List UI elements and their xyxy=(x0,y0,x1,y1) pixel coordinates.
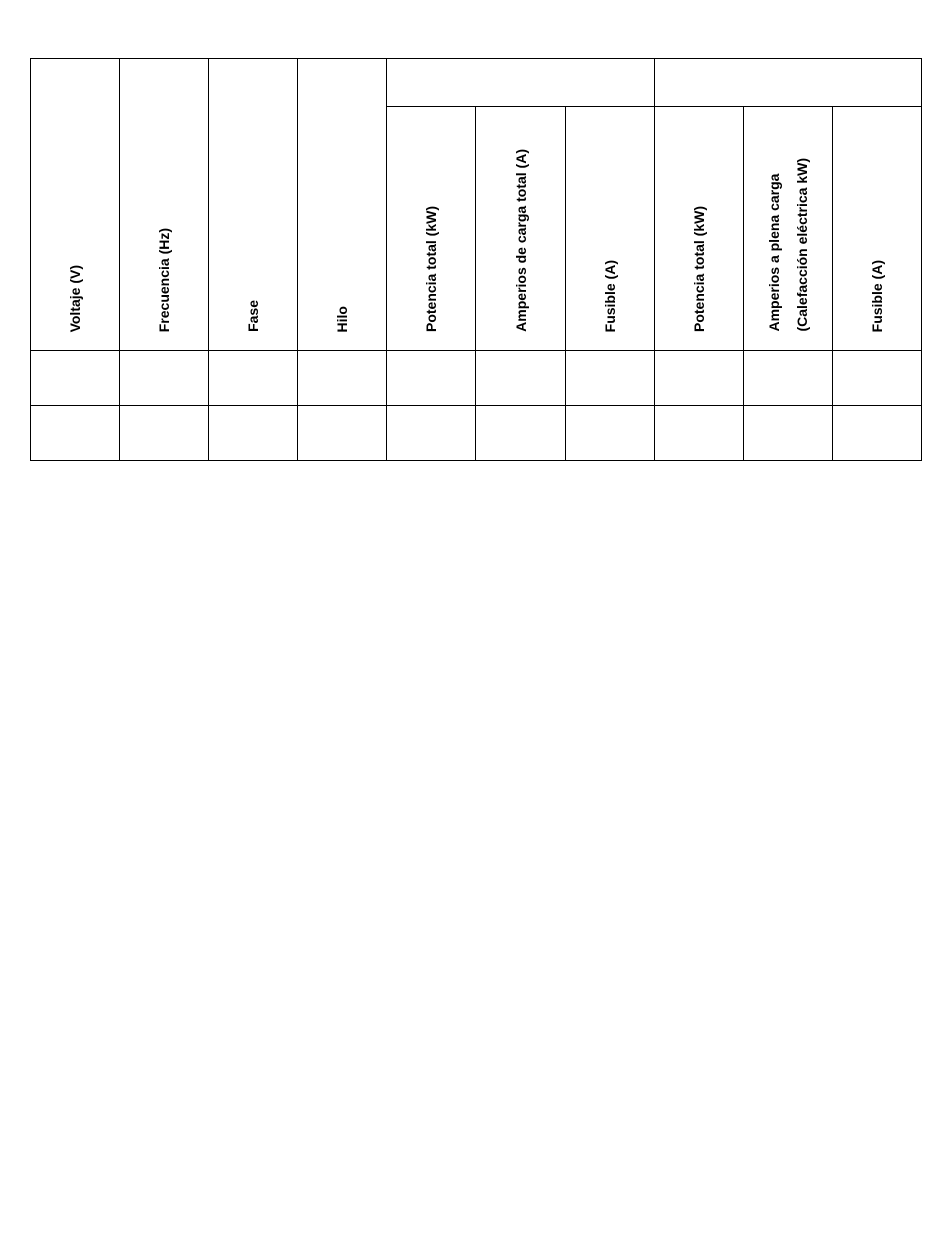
header-total-load-amps-label: Amperios de carga total (A) xyxy=(512,149,529,332)
table-cell xyxy=(387,406,476,461)
table-cell xyxy=(209,406,298,461)
table-cell xyxy=(566,351,655,406)
header-total-power-1-label: Potencia total (kW) xyxy=(423,205,439,332)
group-header-2 xyxy=(655,59,922,107)
table-cell xyxy=(298,351,387,406)
table-cell xyxy=(209,351,298,406)
table-cell xyxy=(120,351,209,406)
table-cell xyxy=(298,406,387,461)
group-header-1 xyxy=(387,59,655,107)
table-cell xyxy=(833,351,922,406)
header-full-load-amps xyxy=(744,107,833,351)
header-total-power-1 xyxy=(387,107,476,351)
table-cell xyxy=(655,406,744,461)
header-frequency-label: Frecuencia (Hz) xyxy=(156,227,172,332)
header-fuse-2 xyxy=(833,107,922,351)
table-cell xyxy=(387,351,476,406)
table-row xyxy=(31,351,922,406)
table-cell xyxy=(476,406,566,461)
table-cell xyxy=(476,351,566,406)
header-full-load-amps-line1: Amperios a plena carga xyxy=(766,174,782,332)
table-cell xyxy=(833,406,922,461)
header-phase xyxy=(209,59,298,351)
header-fuse-1 xyxy=(566,107,655,351)
table-cell xyxy=(31,406,120,461)
electrical-spec-table xyxy=(30,58,922,461)
header-voltage xyxy=(31,59,120,351)
header-wire-label: Hilo xyxy=(334,305,350,332)
header-wire xyxy=(298,59,387,351)
header-total-power-2-label: Potencia total (kW) xyxy=(691,205,707,332)
header-total-load-amps xyxy=(476,107,566,351)
table-cell xyxy=(655,351,744,406)
table-cell xyxy=(120,406,209,461)
header-voltage-label: Voltaje (V) xyxy=(67,264,83,332)
header-fuse-1-label: Fusible (A) xyxy=(602,259,618,332)
table-row xyxy=(31,406,922,461)
header-total-power-2 xyxy=(655,107,744,351)
header-full-load-amps-label xyxy=(760,158,816,332)
table-cell xyxy=(31,351,120,406)
header-phase-label: Fase xyxy=(245,300,261,332)
header-full-load-amps-line2: (Calefacción eléctrica kW) xyxy=(794,158,810,332)
table-cell xyxy=(744,406,833,461)
header-fuse-2-label: Fusible (A) xyxy=(869,259,885,332)
table-cell xyxy=(566,406,655,461)
header-frequency xyxy=(120,59,209,351)
table-cell xyxy=(744,351,833,406)
